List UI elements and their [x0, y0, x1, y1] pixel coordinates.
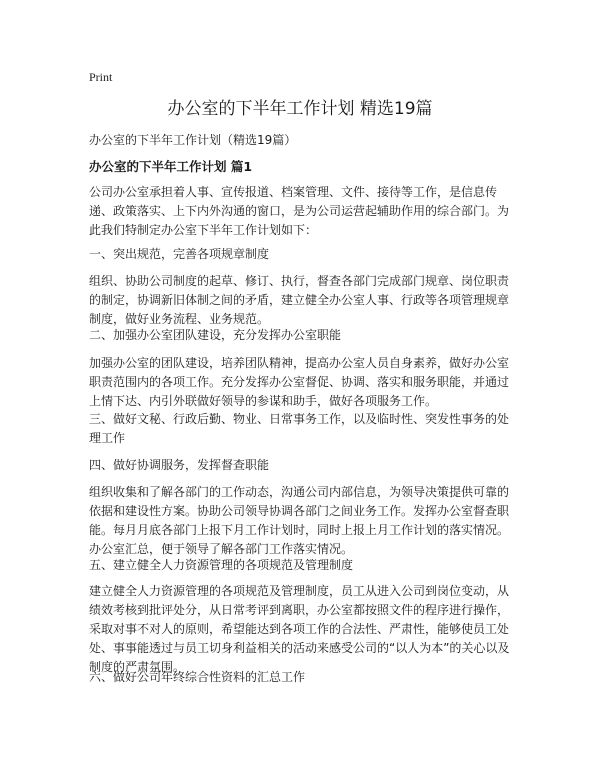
- item-body-5: 建立健全人力资源管理的各项规范及管理制度，员工从进入公司到岗位变动，从绩效考核到批评处分，从日常考评到离职，办公室都按照文件的程序进行操作，采取对事不对人的原则，希望能达到各项工作的合法性、严肃性，能够使员工处处、事事能透过与员工切身利益相关的活动来感受公司的“以人为本”的关心以及制度的严肃氛围。: [89, 584, 510, 674]
- item-body-2: 加强办公室的团队建设，培养团队精神，提高办公室人员自身素养，做好办公室职责范围内的各项工作。充分发挥办公室督促、协调、落实和服务职能，并通过上情下达、内引外联做好领导的参谋和助手，做好各项服务工作。: [89, 356, 510, 408]
- item-heading-1: 一、突出规范，完善各项规章制度: [89, 247, 270, 261]
- item-heading-5: 五、建立健全人力资源管理的各项规范及管理制度: [89, 558, 354, 572]
- intro-paragraph: 公司办公室承担着人事、宣传报道、档案管理、文件、接待等工作，是信息传递、政策落实、上下内外沟通的窗口，是为公司运营起辅助作用的综合部门。为此我们特制定办公室下半年工作计划如下：: [89, 185, 510, 237]
- item-heading-2: 二、加强办公室团队建设，充分发挥办公室职能: [89, 328, 342, 342]
- item-body-4: 组织收集和了解各部门的工作动态，沟通公司内部信息，为领导决策提供可靠的依据和建设性方案。协助公司领导协调各部门之间业务工作。发挥办公室督查职能。每月月底各部门上报下月工作计划时，同时上报上月工作计划的落实情况。办公室汇总，便于领导了解各部门工作落实情况。: [89, 485, 510, 556]
- item-body-1: 组织、协助公司制度的起草、修订、执行，督查各部门完成部门规章、岗位职责的制定，协调新旧体制之间的矛盾，建立健全办公室人事、行政等各项管理规章制度，做好业务流程、业务规范。: [89, 274, 510, 326]
- item-heading-6: 六、做好公司年终综合性资料的汇总工作: [89, 670, 306, 684]
- item-heading-4: 四、做好协调服务，发挥督查职能: [89, 458, 270, 472]
- section-title: 办公室的下半年工作计划 篇1: [89, 159, 253, 174]
- print-label[interactable]: Print: [89, 70, 113, 84]
- document-subtitle: 办公室的下半年工作计划（精选19篇）: [89, 133, 297, 147]
- document-title: 办公室的下半年工作计划 精选19篇: [167, 99, 433, 119]
- item-heading-3: 三、做好文秘、行政后勤、物业、日常事务工作，以及临时性、突发性事务的处理工作: [89, 412, 510, 445]
